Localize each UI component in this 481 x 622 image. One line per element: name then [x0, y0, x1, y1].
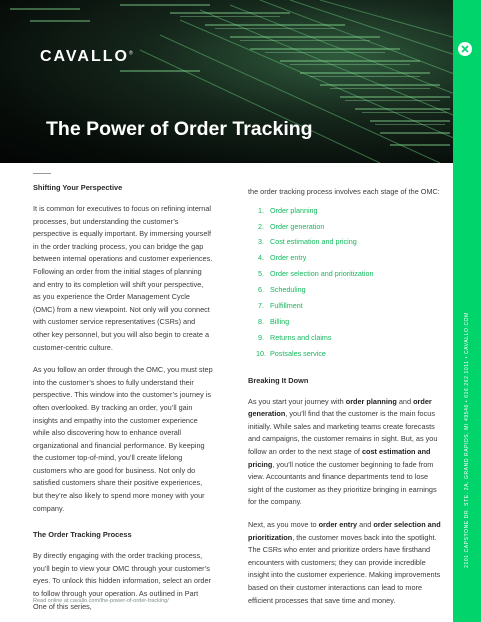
- paragraph: [248, 519, 444, 607]
- logo-registered-mark: ®: [128, 50, 133, 57]
- cavallo-logo: [40, 48, 133, 66]
- list-item: [248, 348, 444, 361]
- list-item: [248, 268, 444, 281]
- list-label: Returns and claims: [270, 333, 332, 343]
- list-number: 4.: [258, 253, 264, 263]
- list-label: Order entry: [270, 253, 307, 263]
- list-number: 6.: [258, 285, 264, 295]
- section-divider: [33, 173, 51, 174]
- bold-term: order generation: [248, 396, 432, 419]
- bold-term: order entry: [318, 519, 358, 529]
- cavallo-mark-icon: [458, 42, 472, 56]
- bold-term: cost estimation and pricing: [248, 447, 431, 469]
- list-label: Scheduling: [270, 285, 306, 295]
- logo-text: CAVALLO: [40, 48, 129, 65]
- heading-breaking-it-down: Breaking It Down: [248, 375, 309, 385]
- text-run: , the customer moves back into the spotlight. The CSRs who enter and prioritize orders have firsthand encounters with customers; they can provide incredible insight into the customer experience. Making improvements based on their customer interactions can lead to more efficient processes that save time and money.: [248, 532, 441, 605]
- list-item: [248, 252, 444, 265]
- list-intro: the order tracking process involves each stage of the OMC:: [248, 187, 440, 196]
- list-label: Order selection and prioritization: [270, 269, 374, 279]
- footer-url[interactable]: Read online at cavallo.com/the-power-of-order-tracking/: [33, 598, 169, 604]
- list-number: 8.: [258, 317, 264, 327]
- list-number: 9.: [258, 333, 264, 343]
- list-number: 5.: [258, 269, 264, 279]
- hero-banner: [0, 0, 481, 163]
- omc-stage-list: [248, 205, 444, 361]
- paragraph: As you follow an order through the OMC, you must step into the customer’s shoes to fully understand their perspective. This window into the customer’s journey is often overlooked. By tracking an order, you’ll gain insights and empathy into the customer experience while also discovering how to enhance overall organizational and financial performance. By keeping the customer top-of-mind, you’ll create lifelong customers who are good for business. Not only do satisfied customers share their positive experiences, but they’re also likely to spend more money with your company.: [33, 365, 213, 513]
- paragraph: By directly engaging with the order tracking process, you’ll begin to view your OMC through your customer’s eyes. To unlock this hidden information, select an order to follow through your operation. As outlined in Part One of this series,: [33, 551, 211, 611]
- contact-info-vertical: 2101 CAPSTONE DR. STE. 2A, GRAND RAPIDS, MI 49546 • 616.262.1011 • CAVALLO.COM: [464, 312, 470, 568]
- list-number: 3.: [258, 237, 264, 247]
- list-item: [248, 332, 444, 345]
- paragraph: It is common for executives to focus on refining internal processes, but understanding the customer’s perspective is equally important. By immersing yourself in the order tracking process, you can bridge the gap between internal operations and customer experiences. Following an order from the initial stages of planning and entry to its completion will shift your perspective, as you experience the Order Management Cycle (OMC) from a new viewpoint. Not only will you connect with customer service representatives (CSRs) and other key personnel, but you will also begin to create a customer-centric culture.: [33, 204, 213, 352]
- bold-term: order selection and prioritization: [248, 519, 441, 542]
- text-run: and: [396, 396, 414, 406]
- list-item: [248, 205, 444, 218]
- list-label: Postsales service: [270, 349, 326, 359]
- paragraph: [248, 396, 444, 509]
- list-label: Fulfillment: [270, 301, 303, 311]
- text-run: As you start your journey with: [248, 396, 346, 406]
- list-number: 10.: [256, 349, 266, 359]
- list-item: [248, 300, 444, 313]
- list-label: Order generation: [270, 221, 325, 231]
- right-column: [248, 186, 444, 617]
- left-column: [33, 182, 213, 622]
- heading-order-tracking-process: The Order Tracking Process: [33, 530, 132, 540]
- page-title: The Power of Order Tracking: [46, 118, 313, 140]
- list-number: 2.: [258, 221, 264, 231]
- list-number: 7.: [258, 301, 264, 311]
- text-run: Next, as you move to: [248, 519, 319, 529]
- list-item: [248, 284, 444, 297]
- list-label: Cost estimation and pricing: [270, 237, 357, 247]
- list-item: [248, 221, 444, 234]
- bold-term: order planning: [345, 396, 397, 406]
- list-label: Order planning: [270, 205, 318, 215]
- list-label: Billing: [270, 317, 290, 327]
- text-run: and: [357, 519, 374, 529]
- text-run: , you’ll find that the customer is the main focus initially. While sales and marketing teams create forecasts and campaigns, the customer remains in sight. But, as you follow an order to the next stage of: [248, 409, 438, 456]
- list-item: [248, 236, 444, 249]
- heading-shifting-perspective: Shifting Your Perspective: [33, 183, 123, 192]
- list-item: [248, 316, 444, 329]
- text-run: , you’ll notice the customer beginning to fade from view. Accountants and finance departments tend to lose sight of the customer as they prioritize bringing in earnings for the company.: [248, 459, 437, 507]
- list-number: 1.: [258, 205, 264, 215]
